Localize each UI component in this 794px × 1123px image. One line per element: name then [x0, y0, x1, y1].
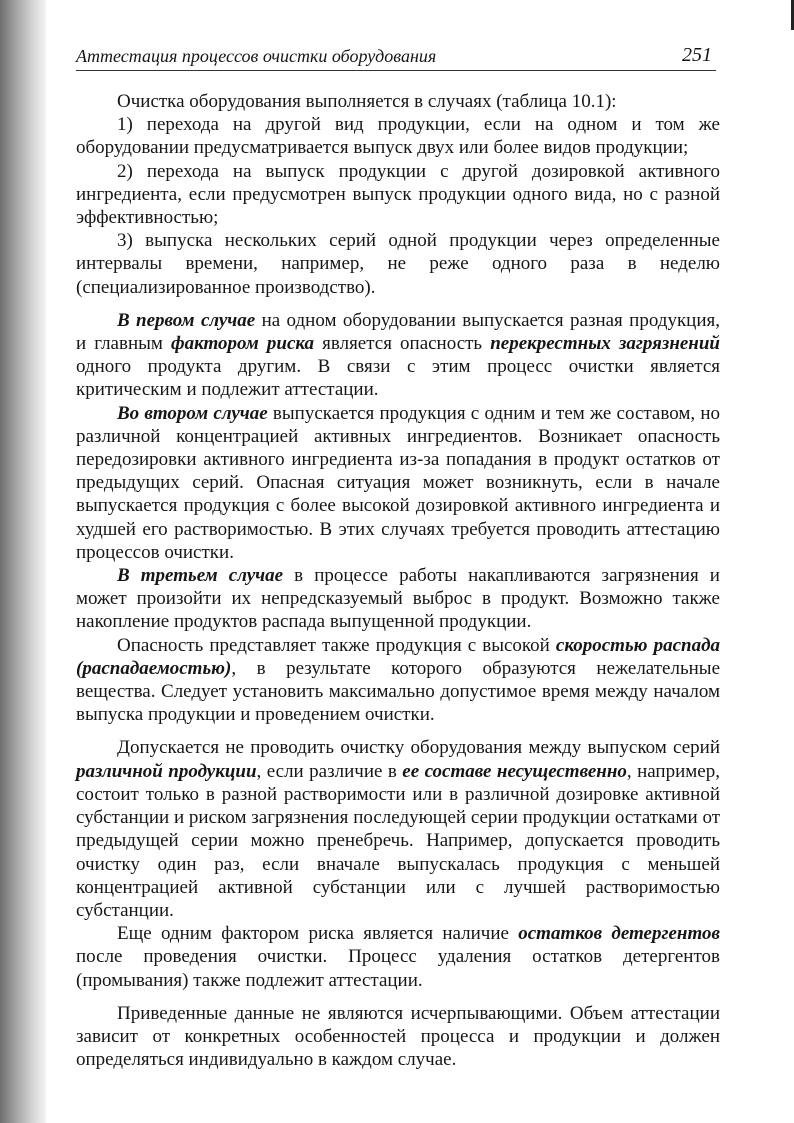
book-spine-shadow: [0, 0, 46, 1123]
paragraph: [76, 90, 720, 113]
text-run: Еще одним фактором риска является наличие: [117, 923, 519, 945]
header-title: Аттестация процессов очистки оборудования: [76, 46, 437, 66]
emphasis-text: скоростью распада (распадаемостью): [76, 634, 720, 679]
page-number: 251: [682, 44, 712, 66]
text-run: 1) перехода на другой вид продукции, если на одном и том же оборудовании предусматривается выпуск двух или более видов продукции;: [76, 114, 720, 159]
emphasis-text: ее составе несущественно: [402, 760, 627, 782]
emphasis-text: В первом случае: [117, 309, 256, 331]
text-run: 2) перехода на выпуск продукции с другой дозировкой активного ингредиента, если предусмотрен выпуск продукции одного вида, но с разной эффективностью;: [76, 160, 720, 229]
paragraph: [76, 113, 720, 159]
paragraph: [76, 922, 720, 992]
emphasis-text: В третьем случае: [117, 565, 284, 587]
text-run: , если различие в: [256, 760, 403, 782]
paragraph: [76, 229, 720, 299]
running-header: [76, 42, 716, 71]
emphasis-text: остатков детергентов: [518, 923, 720, 945]
text-run: выпускается продукция с одним и тем же составом, но различной концентрацией активных ингредиентов. Возникает опасность передозировки активного ингредиента из-за попадания в продукт остатков от предыдущих серий. Опасная ситуация может возникнуть, если в начале выпускается продукция с более высокой дозировкой активного ингредиента и худшей его растворимостью. В этих случаях требуется проводить аттестацию процессов очистки.: [76, 402, 720, 563]
paragraph: [76, 634, 720, 727]
paragraph: [76, 736, 720, 922]
emphasis-text: различной продукции: [76, 760, 257, 782]
text-run: после проведения очистки. Процесс удаления остатков детергентов (промывания) также подлежит аттестации.: [76, 946, 720, 991]
paragraph: [76, 309, 720, 402]
body-text: [76, 90, 720, 1071]
text-run: Допускается не проводить очистку оборудования между выпуском серий: [117, 737, 720, 759]
text-run: , например, состоит только в разной растворимости или в различной дозировке активной субстанции и риском загрязнения последующей серии продукции остатками от предыдущей серии можно пренебречь. Например, допускается проводить очистку один раз, если вначале выпускалась продукция с меньшей концентрацией активной субстанции или с лучшей растворимостью субстанции.: [76, 760, 720, 921]
emphasis-text: перекрестных загрязнений: [490, 333, 720, 355]
text-run: Опасность представляет также продукция с высокой: [117, 634, 556, 656]
text-run: Приведенные данные не являются исчерпывающими. Объем аттестации зависит от конкретных особенностей процесса и продукции и должен определяться индивидуально в каждом случае.: [76, 1002, 720, 1071]
text-run: , в результате которого образуются нежелательные вещества. Следует установить максимально допустимое время между началом выпуска продукции и проведением очистки.: [76, 657, 720, 726]
emphasis-text: фактором риска: [171, 333, 315, 355]
text-run: в процессе работы накапливаются загрязнения и может произойти их непредсказуемый выброс в продукт. Возможно также накопление продуктов распада выпущенной продукции.: [76, 565, 720, 633]
paragraph: [76, 1002, 720, 1072]
paragraph: [76, 160, 720, 230]
text-run: одного продукта другим. В связи с этим процесс очистки является критическим и подлежит аттестации.: [76, 356, 720, 401]
emphasis-text: Во втором случае: [117, 402, 268, 424]
text-run: на одном оборудовании выпускается разная продукция, и главным: [76, 309, 720, 355]
paragraph: [76, 564, 720, 634]
text-run: 3) выпуска нескольких серий одной продукции через определенные интервалы времени, например, не реже одного раза в неделю (специализированное производство).: [76, 230, 720, 298]
paragraph: [76, 402, 720, 564]
text-run: Очистка оборудования выполняется в случаях (таблица 10.1):: [117, 91, 617, 112]
text-run: является опасность: [314, 333, 491, 355]
